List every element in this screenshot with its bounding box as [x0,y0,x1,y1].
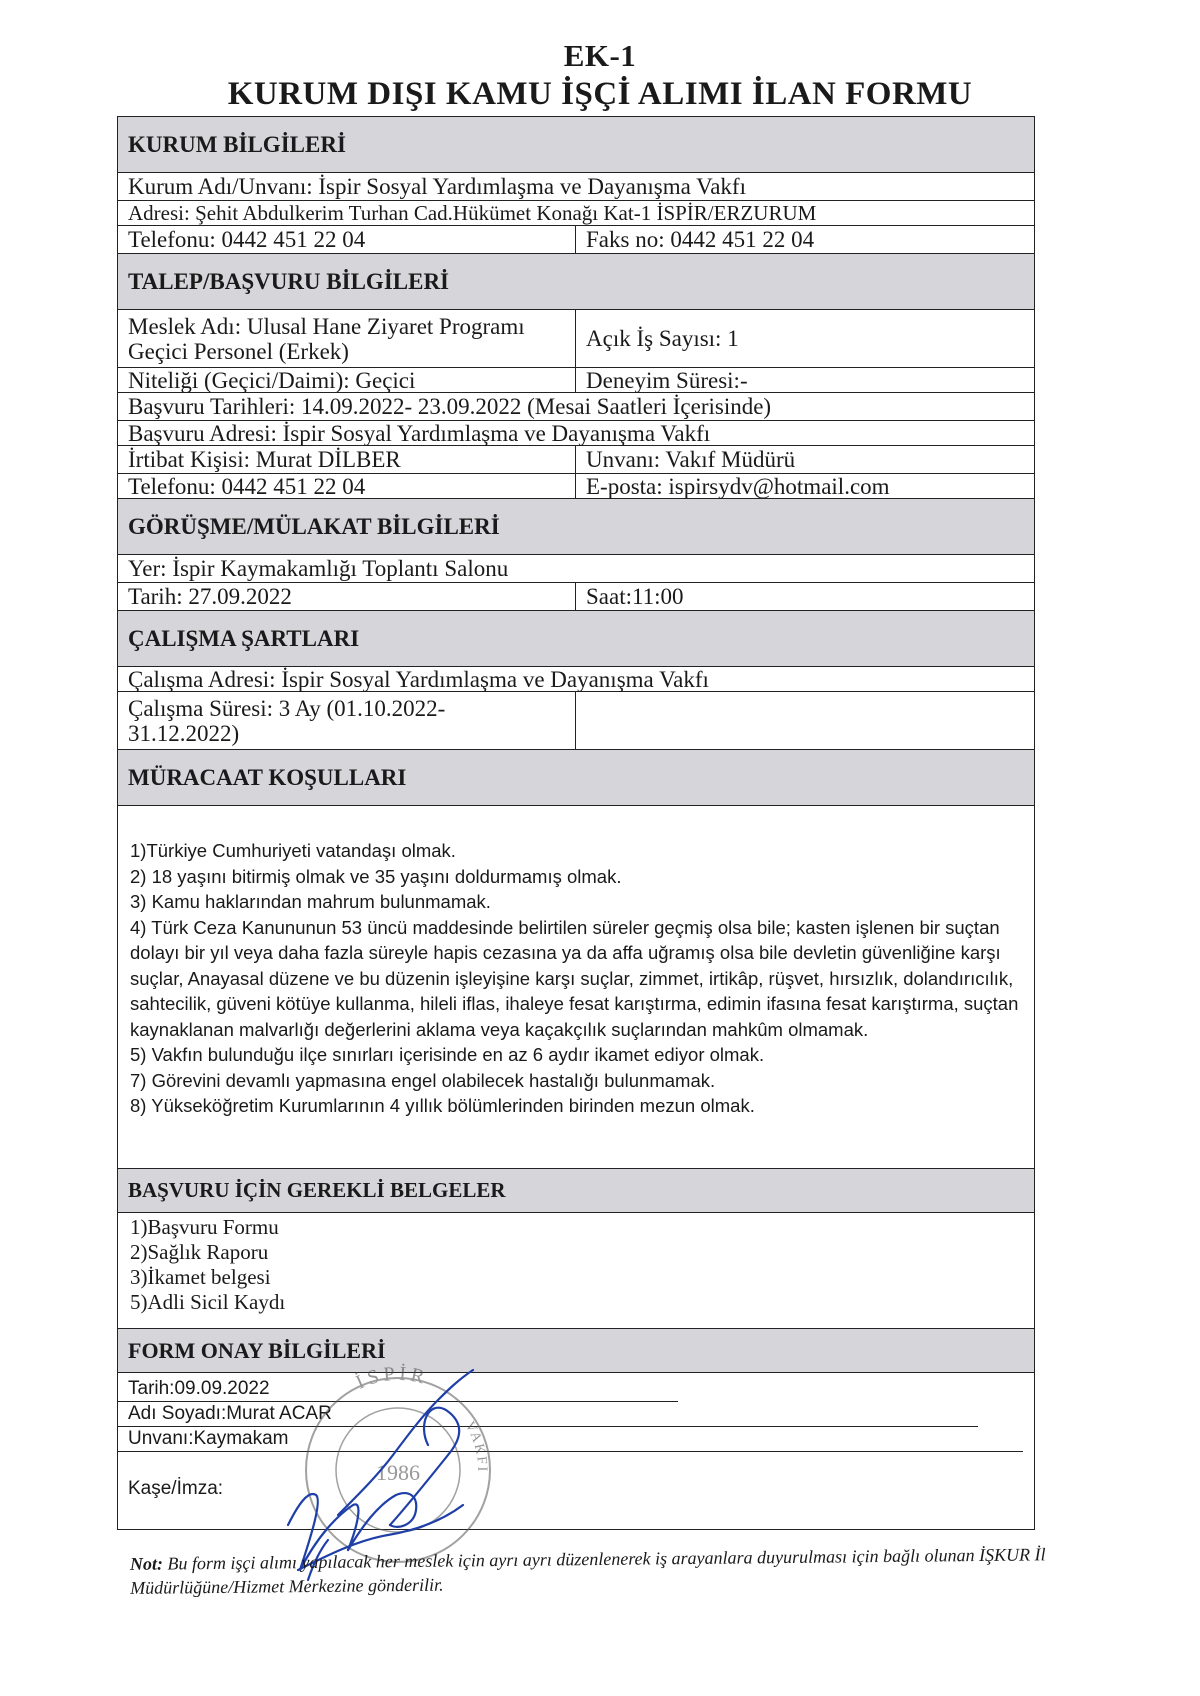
calisma-sure-line2: 31.12.2022) [128,720,240,746]
form-code: EK-1 [563,38,637,73]
muracaat-item: 5) Vakfın bulunduğu ilçe sınırları içerisinde en az 6 aydır ikamet ediyor olmak. [130,1044,765,1065]
kurum-adres-row [118,201,1034,226]
calisma-sure-cell [118,692,576,749]
section-muracaat: MÜRACAAT KOŞULLARI [118,750,1034,806]
onay-unvan: Unvanı:Kaymakam [118,1427,1023,1452]
announcement-form [117,116,1035,1530]
acik-is-sayisi: Açık İş Sayısı: 1 [586,326,739,351]
section-mulakat: GÖRÜŞME/MÜLAKAT BİLGİLERİ [118,499,1034,555]
svg-text:İSPİR [352,1362,430,1394]
basvuru-adresi-row [118,421,1034,446]
svg-text:VAKFI [462,1419,490,1473]
meslek-row [118,310,1034,368]
kurum-faks: Faks no: 0442 451 22 04 [586,227,815,252]
seal-stamp [306,1362,490,1562]
muracaat-item: 3) Kamu haklarından mahrum bulunmamak. [130,891,491,912]
muracaat-item: 1)Türkiye Cumhuriyeti vatandaşı olmak. [130,840,456,861]
muracaat-list [118,806,1034,1169]
belge-item: 2)Sağlık Raporu [130,1240,269,1264]
kurum-contact-row [118,226,1034,254]
talep-telefon: Telefonu: 0442 451 22 04 [118,474,576,498]
nitelik-row [118,368,1034,393]
irtibat-kisisi: İrtibat Kişisi: Murat DİLBER [118,446,576,473]
form-title: KURUM DIŞI KAMU İŞÇİ ALIMI İLAN FORMU [227,76,973,112]
onay-block [118,1373,1034,1529]
calisma-sure-row [118,692,1034,750]
muracaat-item: 2) 18 yaşını bitirmiş olmak ve 35 yaşını doldurmamış olmak. [130,865,622,887]
calisma-adres-row [118,667,1034,692]
kurum-ad: Kurum Adı/Unvanı: İspir Sosyal Yardımlaşma ve Dayanışma Vakfı [128,174,746,199]
mulakat-tarih: Tarih: 27.09.2022 [118,583,576,610]
basvuru-tarihleri-row [118,393,1034,421]
mulakat-zaman-row [118,583,1034,611]
basvuru-tarihleri: Başvuru Tarihleri: 14.09.2022- 23.09.2022 (Mesai Saatleri İçerisinde) [128,394,772,419]
mulakat-yer-row [118,555,1034,583]
section-calisma: ÇALIŞMA ŞARTLARI [118,611,1034,667]
section-kurum: KURUM BİLGİLERİ [118,117,1034,173]
section-onay: FORM ONAY BİLGİLERİ [118,1329,1034,1373]
irtibat-row [118,446,1034,474]
mulakat-saat: Saat:11:00 [586,584,684,609]
section-belgeler: BAŞVURU İÇİN GEREKLİ BELGELER [118,1169,1034,1213]
footer-note [130,1542,1065,1600]
section-talep: TALEP/BAŞVURU BİLGİLERİ [118,254,1034,310]
belgeler-list [118,1213,1034,1329]
note-text: Bu form işçi alımı yapılacak her meslek için ayrı ayrı düzenlenerek iş arayanlara duyurulması için bağlı olunan İŞKUR İl Müdürlüğüne/Hizmet Merkezine gönderilir. [130,1544,1046,1598]
belge-item: 1)Başvuru Formu [130,1215,279,1239]
muracaat-item: 4) Türk Ceza Kanununun 53 üncü maddesinde belirtilen süreler geçmiş olsa bile; kasten işlenen bir suçtan dolayı bir yıl veya daha fazla süreyle hapis cezasına ya da affa uğramış olsa bile devletin güvenliğine karşı suçlar, Anayasal düzene ve bu düzenin işleyişine karşı suçlar, zimmet, irtikâp, rüşvet, hırsızlık, dolandırıcılık, sahtecilik, güveni kötüye kullanma, hileli iflas, ihaleye fesat karıştırma, edimin ifasına fesat karıştırma, suçtan kaynaklanan malvarlığı değerlerini aklama veya kaçakçılık suçlarından mahkûm olmamak. [130,916,1019,1040]
nitelik: Niteliği (Geçici/Daimi): Geçici [118,368,576,392]
seal-year: 1986 [376,1460,420,1485]
kurum-ad-row [118,173,1034,201]
kurum-telefon: Telefonu: 0442 451 22 04 [118,226,576,253]
muracaat-item: 7) Görevini devamlı yapmasına engel olabilecek hastalığı bulunmamak. [130,1069,716,1091]
meslek-line1: Meslek Adı: Ulusal Hane Ziyaret Programı [128,313,525,339]
kurum-adres: Adresi: Şehit Abdulkerim Turhan Cad.Hükümet Konağı Kat-1 İSPİR/ERZURUM [128,200,817,225]
irtibat-unvan: Unvanı: Vakıf Müdürü [586,447,796,472]
seal-top-text: İSPİR [352,1362,431,1394]
kase-imza-label: Kaşe/İmza: [128,1478,224,1499]
onay-tarih: Tarih:09.09.2022 [118,1377,678,1402]
onay-ad-soyad: Adı Soyadı:Murat ACAR [118,1402,978,1427]
calisma-sure-line1: Çalışma Süresi: 3 Ay (01.10.2022- [128,695,446,721]
meslek-line2: Geçici Personel (Erkek) [128,338,349,364]
belge-item: 5)Adli Sicil Kaydı [130,1290,286,1314]
basvuru-adresi: Başvuru Adresi: İspir Sosyal Yardımlaşma ve Dayanışma Vakfı [128,420,711,446]
seal-right-text: VAKFI [461,1419,490,1474]
muracaat-item: 8) Yükseköğretim Kurumlarının 4 yıllık bölümlerinden birinden mezun olmak. [130,1095,755,1116]
talep-contact-row [118,474,1034,499]
mulakat-yer: Yer: İspir Kaymakamlığı Toplantı Salonu [128,556,509,581]
meslek-cell [118,310,576,367]
talep-eposta: E-posta: ispirsydv@hotmail.com [586,473,890,499]
note-label: Not: [129,1553,164,1574]
calisma-adres: Çalışma Adresi: İspir Sosyal Yardımlaşma ve Dayanışma Vakfı [128,666,709,692]
belge-item: 3)İkamet belgesi [130,1265,271,1289]
calisma-saatleri [576,692,1034,749]
deneyim: Deneyim Süresi:- [586,367,748,393]
